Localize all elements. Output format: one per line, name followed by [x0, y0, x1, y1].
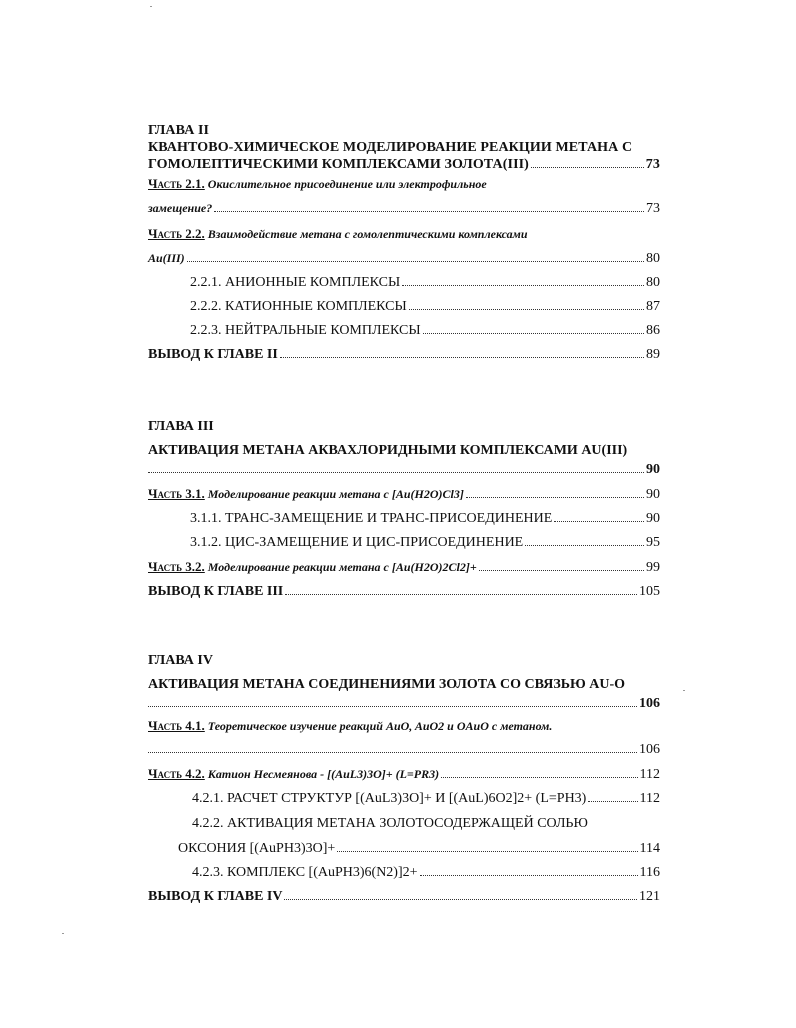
chapter-3-section [148, 418, 660, 604]
toc-entry[interactable]: ВЫВОД К ГЛАВЕ II 89 [148, 347, 660, 362]
toc-entry[interactable]: 2.2.3. НЕЙТРАЛЬНЫЕ КОМПЛЕКСЫ 86 [190, 323, 660, 338]
toc-entry[interactable]: замещение? 73 [148, 201, 660, 216]
toc-entry[interactable]: 106 [148, 738, 660, 762]
toc-entry[interactable]: Часть 3.2. Моделирование реакции метана с [Au(H2O)2Cl2]+ 99 [148, 559, 660, 575]
chapter-title: АКТИВАЦИЯ МЕТАНА СОЕДИНЕНИЯМИ ЗОЛОТА СО СВЯЗЬЮ AU-O [148, 677, 626, 692]
toc-entry[interactable]: 106 [148, 694, 660, 714]
chapter-2-section [148, 122, 660, 367]
chapter-title: КВАНТОВО-ХИМИЧЕСКОЕ МОДЕЛИРОВАНИЕ РЕАКЦИИ МЕТАНА С [148, 140, 633, 155]
toc-entry[interactable]: 3.1.2. ЦИС-ЗАМЕЩЕНИЕ И ЦИС-ПРИСОЕДИНЕНИЕ 95 [190, 535, 660, 550]
toc-entry[interactable]: Часть 3.1. Моделирование реакции метана с [Au(H2O)Cl3] 90 [148, 486, 660, 502]
toc-entry[interactable]: Au(III) 80 [148, 251, 660, 266]
toc-entry[interactable]: 3.1.1. ТРАНС-ЗАМЕЩЕНИЕ И ТРАНС-ПРИСОЕДИНЕНИЕ 90 [190, 511, 660, 526]
chapter-label: ГЛАВА IV [148, 653, 213, 668]
toc-entry[interactable]: ОКСОНИЯ [(AuPH3)3O]+ 114 [178, 841, 660, 856]
chapter-title: АКТИВАЦИЯ МЕТАНА АКВАХЛОРИДНЫМИ КОМПЛЕКСАМИ AU(III) [148, 443, 628, 458]
toc-entry[interactable]: Часть 4.2. Катион Несмеянова - [(AuL3)3O]+ (L=PR3) 112 [148, 766, 660, 782]
toc-part-heading: Часть 4.1. Теоретическое изучение реакций AuO, AuO2 и OAuO с метаном. [148, 718, 553, 733]
toc-part-heading: Часть 2.1. Окислительное присоединение или электрофильное [148, 176, 487, 191]
toc-part-heading: Часть 2.2. Взаимодействие метана с гомолептическими комплексами [148, 226, 528, 241]
toc-entry[interactable]: 4.2.1. РАСЧЕТ СТРУКТУР [(AuL3)3O]+ И [(AuL)6O2]2+ (L=PH3) 112 [192, 791, 660, 806]
toc-entry[interactable]: ВЫВОД К ГЛАВЕ IV 121 [148, 889, 660, 904]
toc-entry[interactable]: ВЫВОД К ГЛАВЕ III 105 [148, 584, 660, 599]
chapter-4-section [148, 652, 660, 909]
toc-entry[interactable]: ГОМОЛЕПТИЧЕСКИМИ КОМПЛЕКСАМИ ЗОЛОТА(III) 73 [148, 157, 660, 172]
toc-entry[interactable]: 2.2.1. АНИОННЫЕ КОМПЛЕКСЫ 80 [190, 275, 660, 290]
toc-entry[interactable]: 2.2.2. КАТИОННЫЕ КОМПЛЕКСЫ 87 [190, 299, 660, 314]
toc-entry-line: 4.2.2. АКТИВАЦИЯ МЕТАНА ЗОЛОТОСОДЕРЖАЩЕЙ СОЛЬЮ [192, 816, 588, 831]
chapter-label: ГЛАВА III [148, 419, 214, 434]
chapter-label: ГЛАВА II [148, 123, 210, 138]
toc-entry[interactable]: 4.2.3. КОМПЛЕКС [(AuPH3)6(N2)]2+ 116 [192, 865, 660, 880]
toc-entry[interactable]: 90 [148, 460, 660, 480]
